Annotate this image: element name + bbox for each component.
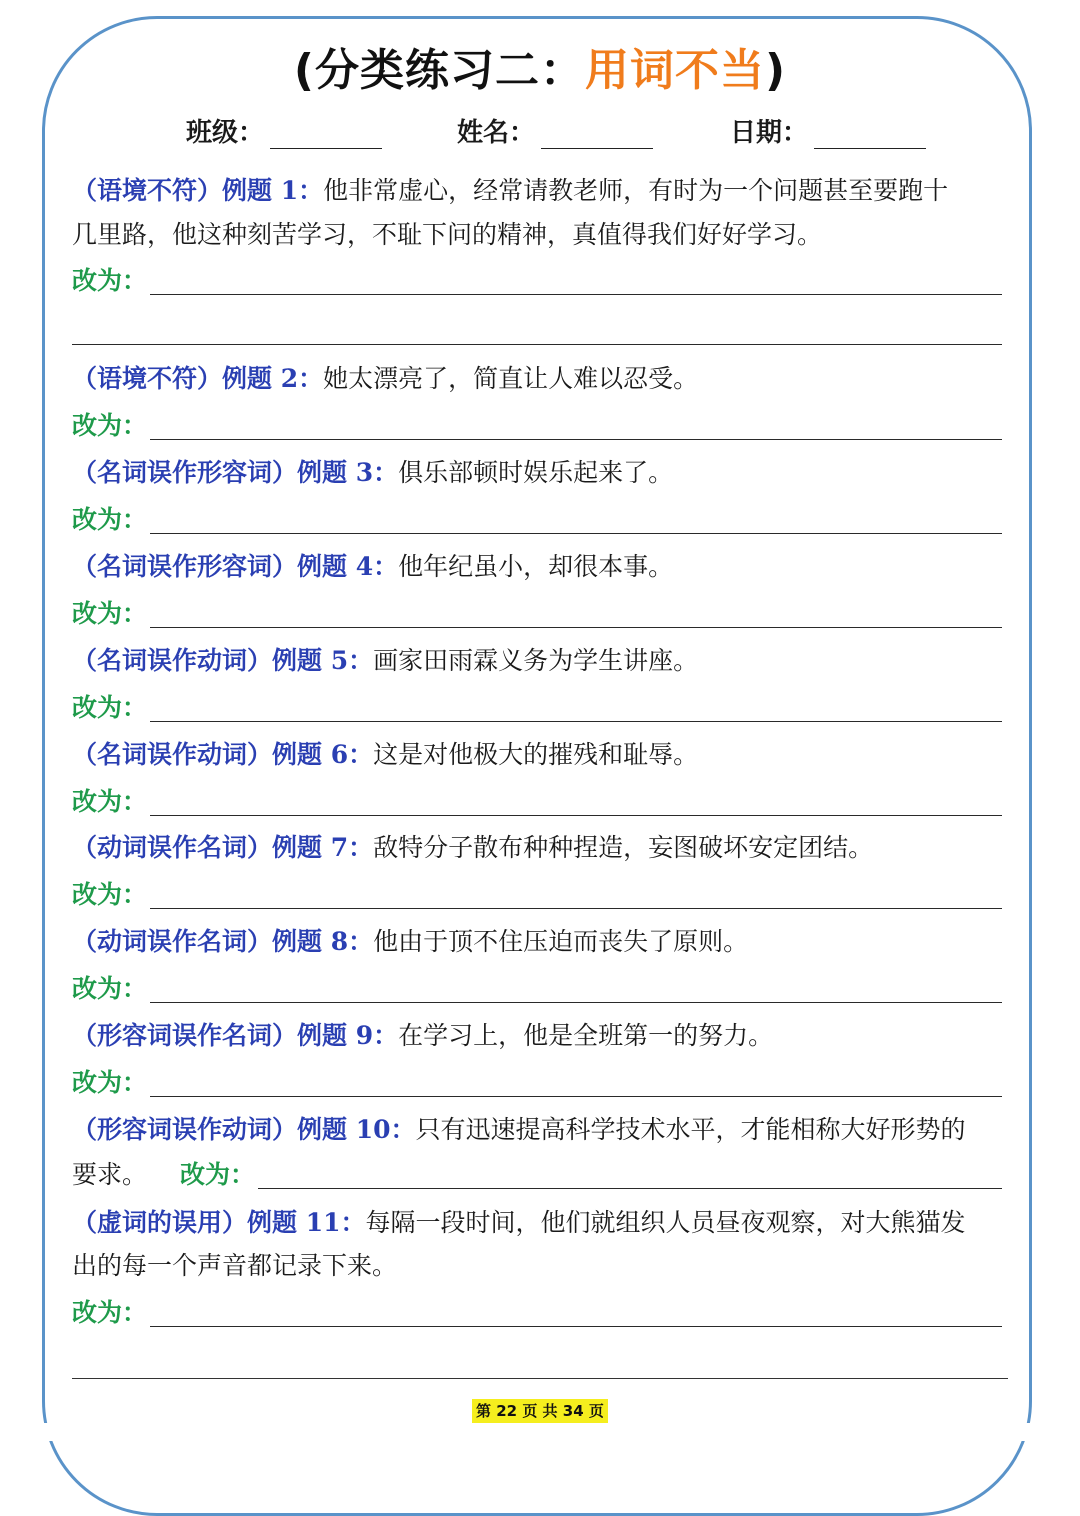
question-text: 他非常虚心，经常请教老师，有时为一个问题甚至要跑十 [323, 176, 949, 205]
question-4 [72, 550, 673, 584]
answer-label: 改为： [72, 266, 148, 295]
title-highlight: 用词不当 [585, 45, 765, 96]
question-label: 例题 8： [272, 927, 374, 956]
question-category: （名词误作动词） [72, 646, 273, 675]
question-label: 例题 3： [297, 458, 399, 487]
question-text: 每隔一段时间，他们就组织人员昼夜观察，对大熊猫发 [365, 1208, 966, 1237]
title-prefix: (分类练习二： [293, 45, 585, 96]
question-text: 只有迅速提高科学技术水平，才能相称大好形势的 [415, 1115, 966, 1144]
question-category: （动词误作名词） [72, 833, 273, 862]
answer-label: 改为： [72, 1068, 148, 1097]
date-label: 日期： [730, 118, 809, 148]
question-text: 敌特分子散布种种捏造，妄图破坏安定团结。 [373, 833, 874, 862]
answer-line[interactable] [150, 439, 1002, 440]
page-indicator: 第 22 页 共 34 页 [472, 1399, 608, 1423]
answer-line[interactable] [150, 815, 1002, 816]
answer-line[interactable] [150, 721, 1002, 722]
question-label: 例题 1： [222, 176, 324, 205]
date-blank[interactable] [814, 116, 926, 149]
question-category: （形容词误作动词） [72, 1115, 298, 1144]
question-11 [72, 1206, 966, 1240]
question-9 [72, 1019, 773, 1053]
question-category: （名词误作形容词） [72, 552, 298, 581]
name-blank[interactable] [541, 116, 653, 149]
question-category: （虚词的误用） [72, 1208, 248, 1237]
question-label: 例题 11： [247, 1208, 366, 1237]
question-category: （动词误作名词） [72, 927, 273, 956]
question-10 [72, 1113, 966, 1147]
answer-label: 改为： [72, 1298, 148, 1327]
answer-line[interactable] [150, 908, 1002, 909]
class-label: 班级： [186, 118, 265, 148]
question-label: 例题 4： [297, 552, 399, 581]
question-3 [72, 456, 673, 490]
worksheet-title [0, 34, 1080, 98]
question-category: （语境不符） [72, 176, 223, 205]
question-text: 俱乐部顿时娱乐起来了。 [398, 458, 674, 487]
question-label: 例题 5： [272, 646, 374, 675]
question-category: （语境不符） [72, 364, 223, 393]
class-field [186, 112, 382, 152]
question-label: 例题 10： [297, 1115, 416, 1144]
question-text: 画家田雨霖义务为学生讲座。 [373, 646, 699, 675]
question-2 [72, 362, 698, 396]
name-field [457, 112, 653, 152]
question-text: 他年纪虽小，却很本事。 [398, 552, 674, 581]
question-1 [72, 174, 948, 208]
footer-divider [72, 1378, 1008, 1379]
answer-label: 改为： [72, 599, 148, 628]
answer-label: 改为： [72, 974, 148, 1003]
answer-line[interactable] [150, 1002, 1002, 1003]
class-blank[interactable] [270, 116, 382, 149]
answer-line[interactable] [150, 1096, 1002, 1097]
answer-line[interactable] [150, 294, 1002, 295]
answer-label: 改为： [180, 1160, 256, 1189]
name-label: 姓名： [457, 118, 536, 148]
date-field [730, 112, 926, 152]
question-category: （形容词误作名词） [72, 1021, 298, 1050]
answer-line[interactable] [150, 533, 1002, 534]
answer-line[interactable] [150, 1326, 1002, 1327]
question-10-continued: 要求。 [72, 1160, 148, 1189]
question-text: 这是对他极大的摧残和耻辱。 [373, 740, 699, 769]
bottom-crop [0, 1423, 1080, 1441]
question-text: 在学习上，他是全班第一的努力。 [398, 1021, 774, 1050]
question-label: 例题 2： [222, 364, 324, 393]
answer-line[interactable] [150, 627, 1002, 628]
question-8 [72, 925, 748, 959]
title-suffix: ) [765, 45, 787, 96]
answer-line[interactable] [258, 1188, 1002, 1189]
question-label: 例题 9： [297, 1021, 399, 1050]
answer-label: 改为： [72, 880, 148, 909]
question-category: （名词误作动词） [72, 740, 273, 769]
answer-label: 改为： [72, 411, 148, 440]
question-7 [72, 831, 873, 865]
question-text: 她太漂亮了，简直让人难以忍受。 [323, 364, 699, 393]
question-5 [72, 644, 698, 678]
question-category: （名词误作形容词） [72, 458, 298, 487]
question-text: 他由于顶不住压迫而丧失了原则。 [373, 927, 749, 956]
question-label: 例题 6： [272, 740, 374, 769]
answer-label: 改为： [72, 693, 148, 722]
answer-label: 改为： [72, 505, 148, 534]
question-label: 例题 7： [272, 833, 374, 862]
question-1-continued: 几里路，他这种刻苦学习，不耻下问的精神，真值得我们好好学习。 [72, 220, 823, 249]
question-6 [72, 738, 698, 772]
answer-line-extra[interactable] [72, 344, 1002, 345]
question-11-continued: 出的每一个声音都记录下来。 [72, 1251, 398, 1280]
answer-label: 改为： [72, 787, 148, 816]
